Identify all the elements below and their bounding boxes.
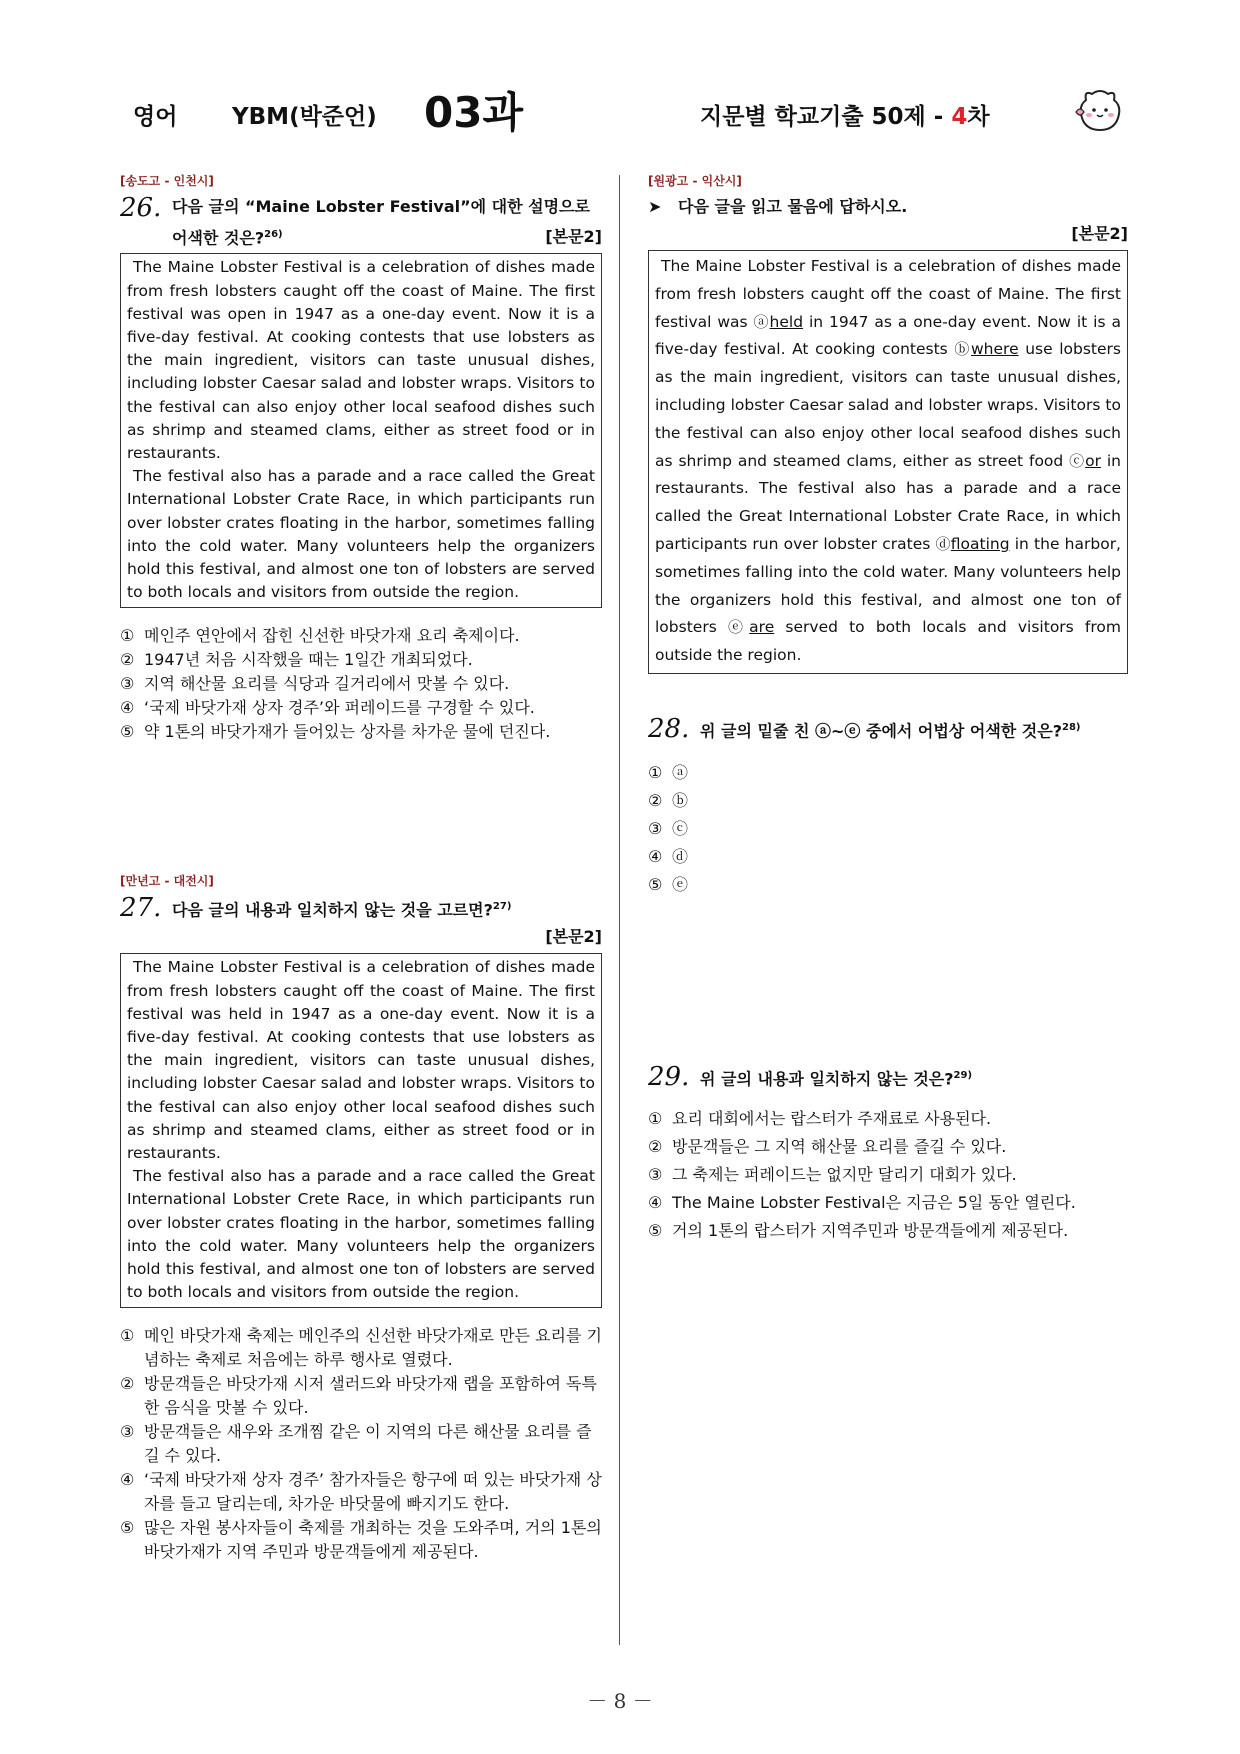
- subject-label: 영어: [133, 104, 178, 130]
- q27-footnote: 27): [492, 901, 512, 912]
- page-number: － 8 －: [587, 1689, 653, 1713]
- q28-choice-3[interactable]: ③ ⓒ: [648, 819, 689, 839]
- q29-stem: [648, 1062, 1128, 1093]
- q26-footnote: 26): [264, 229, 283, 240]
- marker-d: ⓓ: [935, 534, 951, 553]
- q28-stem: [648, 714, 1128, 745]
- column-divider: [619, 175, 620, 1645]
- q27-passage-para1: The Maine Lobster Festival is a celebration of dishes made from fresh lobsters caught off the coast of Maine. The first festival was held in 1947 as a one-day event. Now it is a five-day festival. At cooking contests that use lobsters as the main ingredient, visitors can taste unusual dishes, including lobster Caesar salad and lobster wraps. Visitors to the festival can also enjoy other local seafood dishes such as shrimp and steamed clams, either as street food or in restaurants.: [127, 958, 595, 1162]
- q26-passage-para1: The Maine Lobster Festival is a celebration of dishes made from fresh lobsters caught off the coast of Maine. The first festival was open in 1947 as a one-day event. Now it is a five-day festival. At cooking contests that use lobsters as the main ingredient, visitors can taste unusual dishes, including lobster Caesar salad and lobster wraps. Visitors to the festival can also enjoy other local seafood dishes such as shrimp and steamed clams, either as street food or in restaurants.: [127, 258, 595, 462]
- marker-e: ⓔ: [727, 618, 750, 637]
- right-instruction: 다음 글을 읽고 물음에 답하시오.: [678, 197, 908, 216]
- q27-choice-5[interactable]: ⑤ 많은 자원 봉사자들이 축제를 개최하는 것을 도와주며, 거의 1톤의 바닷가재가 지역 주민과 방문객들에게 제공된다.: [120, 1518, 602, 1562]
- q26-choice-2[interactable]: ② 1947년 처음 시작했을 때는 1일간 개최되었다.: [120, 650, 473, 670]
- question-28: [648, 714, 1128, 899]
- q28-choice-1[interactable]: ① ⓐ: [648, 763, 689, 783]
- lesson-title: 03과: [424, 88, 524, 137]
- q27-passage: [120, 953, 602, 1308]
- underlined-d: floating: [950, 534, 1010, 553]
- publisher-label: YBM(박준언): [232, 104, 377, 130]
- q28-choice-2[interactable]: ② ⓑ: [648, 791, 689, 811]
- q29-text: 위 글의 내용과 일치하지 않는 것은?: [700, 1069, 954, 1089]
- q27-stem: [120, 893, 602, 924]
- q29-choice-2[interactable]: ② 방문객들은 그 지역 해산물 요리를 즐길 수 있다.: [648, 1137, 1007, 1157]
- q27-choice-2[interactable]: ② 방문객들은 바닷가재 시저 샐러드와 바닷가재 랩을 포함하여 독특한 음식을 맛볼 수 있다.: [120, 1374, 597, 1418]
- passage-group-28-29: [648, 172, 1128, 674]
- q27-choice-3[interactable]: ③ 방문객들은 새우와 조개찜 같은 이 지역의 다른 해산물 요리를 즐길 수 있다.: [120, 1422, 592, 1466]
- marker-c: ⓒ: [1069, 451, 1086, 470]
- q27-choices: [120, 1324, 602, 1564]
- q28-text: 위 글의 밑줄 친 ⓐ~ⓔ 중에서 어법상 어색한 것은?: [700, 721, 1063, 741]
- q27-choice-1[interactable]: ① 메인 바닷가재 축제는 메인주의 신선한 바닷가재로 만든 요리를 기념하는 축제로 처음에는 하루 행사로 열렸다.: [120, 1326, 603, 1370]
- q26-text: 다음 글의 “Maine Lobster Festival”에 대한 설명으로 어색한 것은?: [172, 197, 590, 248]
- q26-stem: [120, 193, 602, 252]
- series-number: 4: [951, 104, 968, 130]
- marker-a: ⓐ: [753, 312, 770, 331]
- q27-passage-para2: The festival also has a parade and a race called the Great International Lobster Crete Race, in which participants run over lobster crates floating in the harbor, sometimes falling into the cold water. Many volunteers help the organizers hold this festival, and almost one ton of lobsters are served to both locals and visitors from outside the region.: [127, 1167, 595, 1302]
- q29-choice-5[interactable]: ⑤ 거의 1톤의 랍스터가 지역주민과 방문객들에게 제공된다.: [648, 1221, 1069, 1241]
- q26-choice-5[interactable]: ⑤ 약 1톤의 바닷가재가 들어있는 상자를 차가운 물에 던진다.: [120, 722, 551, 742]
- right-passage: The Maine Lobster Festival is a celebration of dishes made from fresh lobsters caught off the coast of Maine. The first festival was ⓐheld in 1947 as a one-day event. Now it is a five-day festival. At cooking contests ⓑwhere use lobsters as the main ingredient, visitors can taste unusual dishes, including lobster Caesar salad and lobster wraps. Visitors to the festival can also enjoy other local seafood dishes such as shrimp and steamed clams, either as street food ⓒor in restaurants. The festival also has a parade and a race called the Great International Lobster Crate Race, in which participants run over lobster crates ⓓfloating in the harbor, sometimes falling into the cold water. Many volunteers help the organizers hold this festival, and almost one ton of lobsters ⓔare served to both locals and visitors from outside the region.: [648, 250, 1128, 674]
- q27-source: [만년고 - 대전시]: [120, 874, 214, 888]
- q26-number: 26.: [120, 193, 162, 223]
- q26-passage-para2: The festival also has a parade and a race called the Great International Lobster Crate Race, in which participants run over lobster crates floating in the harbor, sometimes falling into the cold water. Many volunteers help the organizers hold this festival, and almost one ton of lobsters are served to both locals and visitors from outside the region.: [127, 467, 595, 602]
- q29-footnote: 29): [953, 1070, 973, 1081]
- q27-text: 다음 글의 내용과 일치하지 않는 것을 고르면?: [172, 900, 493, 920]
- q26-choice-4[interactable]: ④ ‘국제 바닷가재 상자 경주’와 퍼레이드를 구경할 수 있다.: [120, 698, 535, 718]
- question-26: [120, 172, 602, 744]
- underlined-a: held: [769, 312, 804, 331]
- bullet-arrow-icon: ➤: [648, 197, 662, 216]
- q28-choice-5[interactable]: ⑤ ⓔ: [648, 875, 689, 895]
- q26-choice-1[interactable]: ① 메인주 연안에서 잡힌 신선한 바닷가재 요리 축제이다.: [120, 626, 520, 646]
- q28-footnote: 28): [1062, 722, 1081, 733]
- q26-passage: [120, 253, 602, 608]
- q29-choice-1[interactable]: ① 요리 대회에서는 랍스터가 주재료로 사용된다.: [648, 1109, 992, 1129]
- series-title: [700, 98, 990, 131]
- q29-choices: [648, 1105, 1128, 1245]
- q26-tag: [본문2]: [545, 227, 602, 247]
- question-29: [648, 1062, 1128, 1245]
- right-source: [원광고 - 익산시]: [648, 174, 742, 188]
- q27-number: 27.: [120, 893, 162, 923]
- q26-choices: [120, 624, 602, 744]
- series-suffix: 차: [967, 104, 990, 130]
- underlined-e: are: [749, 618, 775, 637]
- marker-b: ⓑ: [954, 340, 971, 359]
- page-header: [0, 0, 1240, 150]
- right-instruction-line: [648, 193, 1128, 221]
- question-27: [120, 872, 602, 1564]
- underlined-c: or: [1085, 451, 1101, 470]
- q27-choice-4[interactable]: ④ ‘국제 바닷가재 상자 경주’ 참가자들은 항구에 떠 있는 바닷가재 상자를 들고 달리는데, 차가운 바닷물에 빠지기도 한다.: [120, 1470, 602, 1514]
- q29-number: 29.: [648, 1062, 690, 1092]
- q26-source: [송도고 - 인천시]: [120, 174, 214, 188]
- q29-choice-4[interactable]: ④ The Maine Lobster Festival은 지금은 5일 동안 열린다.: [648, 1193, 1076, 1213]
- q28-choice-4[interactable]: ④ ⓓ: [648, 847, 689, 867]
- underlined-b: where: [971, 340, 1019, 359]
- series-prefix: 지문별 학교기출 50제 -: [700, 104, 952, 130]
- cute-bear-mascot-icon: [1074, 86, 1126, 134]
- q27-tag: [본문2]: [545, 927, 602, 947]
- q26-choice-3[interactable]: ③ 지역 해산물 요리를 식당과 길거리에서 맛볼 수 있다.: [120, 674, 510, 694]
- q29-choice-3[interactable]: ③ 그 축제는 퍼레이드는 없지만 달리기 대회가 있다.: [648, 1165, 1017, 1185]
- q28-number: 28.: [648, 714, 690, 744]
- right-tag: [본문2]: [1071, 224, 1128, 243]
- q28-choices: [648, 759, 1128, 899]
